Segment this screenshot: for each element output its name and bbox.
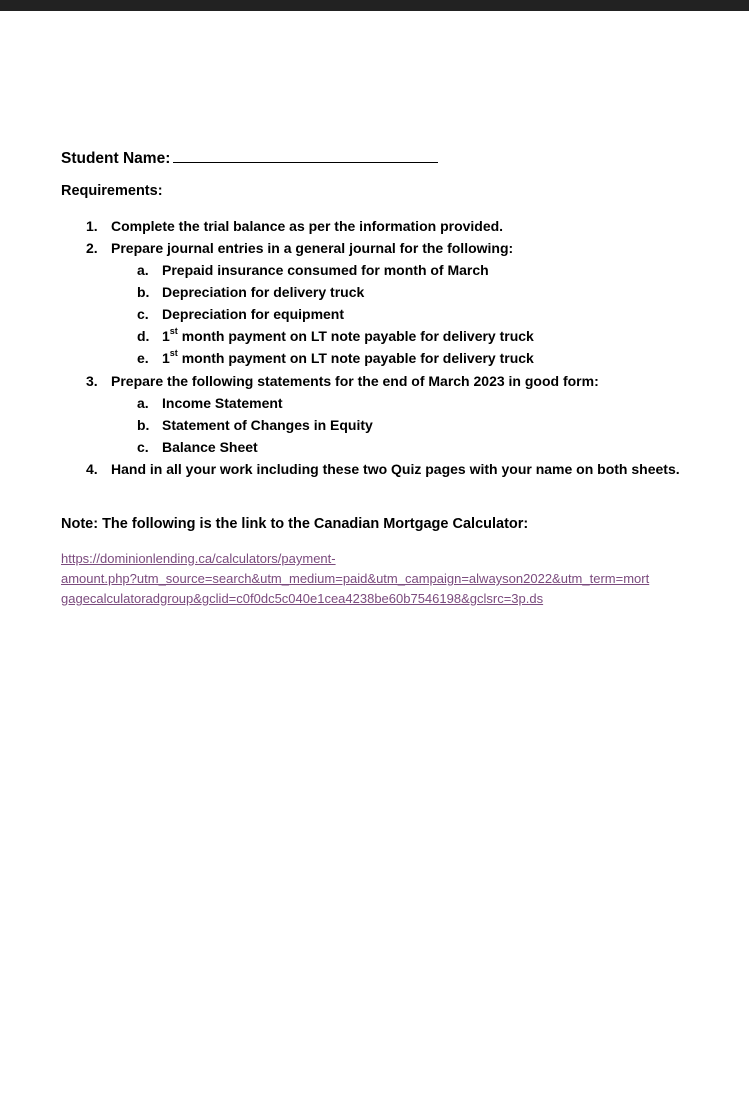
- student-name-blank[interactable]: [173, 147, 438, 163]
- note-text: Note: The following is the link to the Canadian Mortgage Calculator:: [61, 516, 529, 532]
- student-name-label: Student Name:: [61, 150, 171, 167]
- requirements-heading: Requirements:: [61, 183, 163, 199]
- student-name-field: [61, 147, 438, 168]
- mortgage-calculator-link[interactable]: https://dominionlending.ca/calculators/payment- amount.php?utm_source=search&utm_medium=paid&utm_campaign=alwayson2022&utm_term=mort gagecalculatoradgroup&gclid=c0f0dc5c040e1cea4238be60b7546198&gclsrc=3p.ds: [61, 551, 650, 606]
- top-bar: [0, 0, 749, 11]
